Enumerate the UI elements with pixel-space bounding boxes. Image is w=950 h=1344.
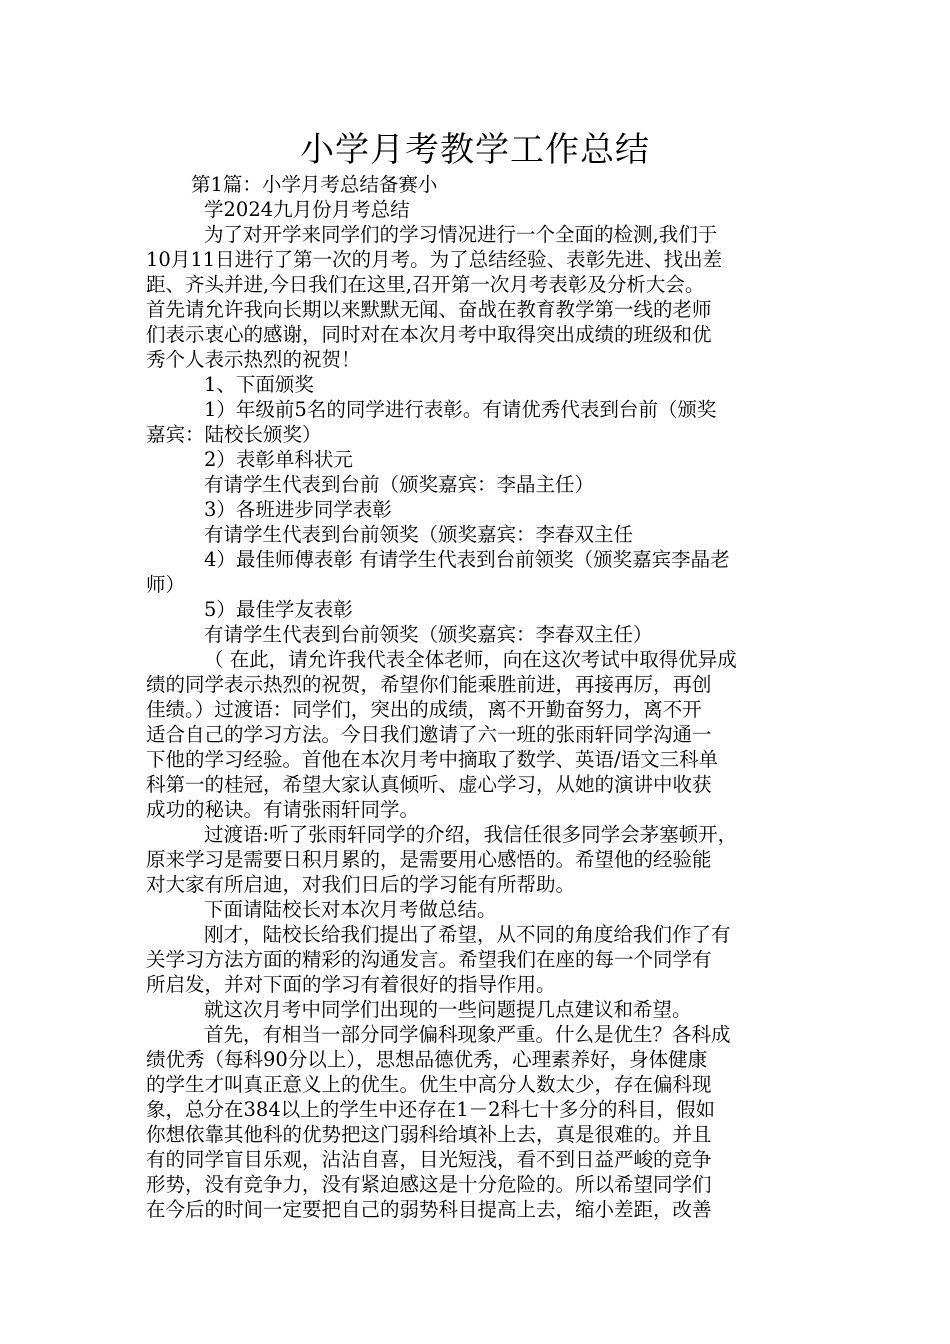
text-line: 你想依靠其他科的优势把这门弱科给填补上去，真是很难的。并且 (146, 1123, 712, 1146)
text-line: 成功的秘诀。有请张雨轩同学。 (146, 798, 420, 821)
text-line: 在今后的时间一定要把自己的弱势科目提高上去，缩小差距，改善 (146, 1198, 712, 1221)
text-line: 4）最佳师傅表彰 有请学生代表到台前领奖（颁奖嘉宾李晶老 (204, 548, 730, 571)
document-body (146, 172, 814, 1222)
text-line: 有请学生代表到台前领奖（颁奖嘉宾：李春双主任） (204, 623, 653, 646)
text-line: 有请学生代表到台前领奖（颁奖嘉宾：李春双主任 (204, 523, 634, 546)
text-line: 佳绩。）过渡语：同学们，突出的成绩，离不开勤奋努力，离不开 (146, 698, 702, 721)
text-line: 10月11日进行了第一次的月考。为了总结经验、表彰先进、找出差 (146, 248, 723, 271)
text-line: 首先，有相当一部分同学偏科现象严重。什么是优生？各科成 (204, 1023, 731, 1046)
text-line: 为了对开学来同学们的学习情况进行一个全面的检测,我们于 (204, 223, 718, 246)
text-line: 关学习方法方面的精彩的沟通发言。希望我们在座的每一个同学有 (146, 948, 712, 971)
text-line: 1、下面颁奖 (204, 373, 314, 396)
document-title: 小学月考教学工作总结 (300, 130, 650, 170)
text-line: 形势，没有竞争力，没有紧迫感这是十分危险的。所以希望同学们 (146, 1173, 712, 1196)
text-line: 适合自己的学习方法。今日我们邀请了六一班的张雨轩同学沟通一 (146, 723, 712, 746)
text-line: 3）各班进步同学表彰 (204, 498, 392, 521)
text-line: 师） (146, 573, 186, 596)
text-line: 科第一的桂冠，希望大家认真倾听、虚心学习，从她的演讲中收获 (146, 773, 712, 796)
text-line: 象，总分在384以上的学生中还存在1－2科七十多分的科目，假如 (146, 1098, 716, 1121)
text-line: 就这次月考中同学们出现的一些问题提几点建议和希望。 (204, 998, 692, 1021)
text-line: 过渡语:听了张雨轩同学的介绍，我信任很多同学会茅塞顿开， (204, 823, 738, 846)
text-line: 所启发，并对下面的学习有着很好的指导作用。 (146, 973, 556, 996)
text-line: 有的同学盲目乐观，沾沾自喜，目光短浅，看不到日益严峻的竞争 (146, 1148, 712, 1171)
text-line: （ 在此，请允许我代表全体老师，向在这次考试中取得优异成 (204, 648, 737, 671)
text-line: 刚才，陆校长给我们提出了希望，从不同的角度给我们作了有 (204, 923, 731, 946)
text-line: 对大家有所启迪，对我们日后的学习能有所帮助。 (146, 873, 576, 896)
text-line: 首先请允许我向长期以来默默无闻、奋战在教育教学第一线的老师 (146, 298, 712, 321)
text-line: 5）最佳学友表彰 (204, 598, 353, 621)
text-line: 第1篇：小学月考总结备赛小 (191, 173, 438, 196)
text-line: 距、齐头并进,今日我们在这里,召开第一次月考表彰及分析大会。 (146, 273, 705, 296)
text-line: 们表示衷心的感谢，同时对在本次月考中取得突出成绩的班级和优 (146, 323, 712, 346)
text-line: 秀个人表示热烈的祝贺！ (146, 348, 361, 371)
text-line: 绩优秀（每科90分以上），思想品德优秀，心理素养好，身体健康 (146, 1048, 708, 1071)
text-line: 的学生才叫真正意义上的优生。优生中高分人数太少，存在偏科现 (146, 1073, 712, 1096)
text-line: 1）年级前5名的同学进行表彰。有请优秀代表到台前（颁奖 (204, 398, 717, 421)
text-line: 有请学生代表到台前（颁奖嘉宾：李晶主任） (204, 473, 595, 496)
text-line: 2）表彰单科状元 (204, 448, 353, 471)
text-line: 原来学习是需要日积月累的，是需要用心感悟的。希望他的经验能 (146, 848, 712, 871)
text-line: 下他的学习经验。首他在本次月考中摘取了数学、英语/语文三科单 (146, 748, 719, 771)
text-line: 嘉宾：陆校长颁奖） (146, 423, 322, 446)
text-line: 绩的同学表示热烈的祝贺，希望你们能乘胜前进，再接再厉，再创 (146, 673, 712, 696)
text-line: 学2024九月份月考总结 (204, 198, 410, 221)
text-line: 下面请陆校长对本次月考做总结。 (204, 898, 497, 921)
